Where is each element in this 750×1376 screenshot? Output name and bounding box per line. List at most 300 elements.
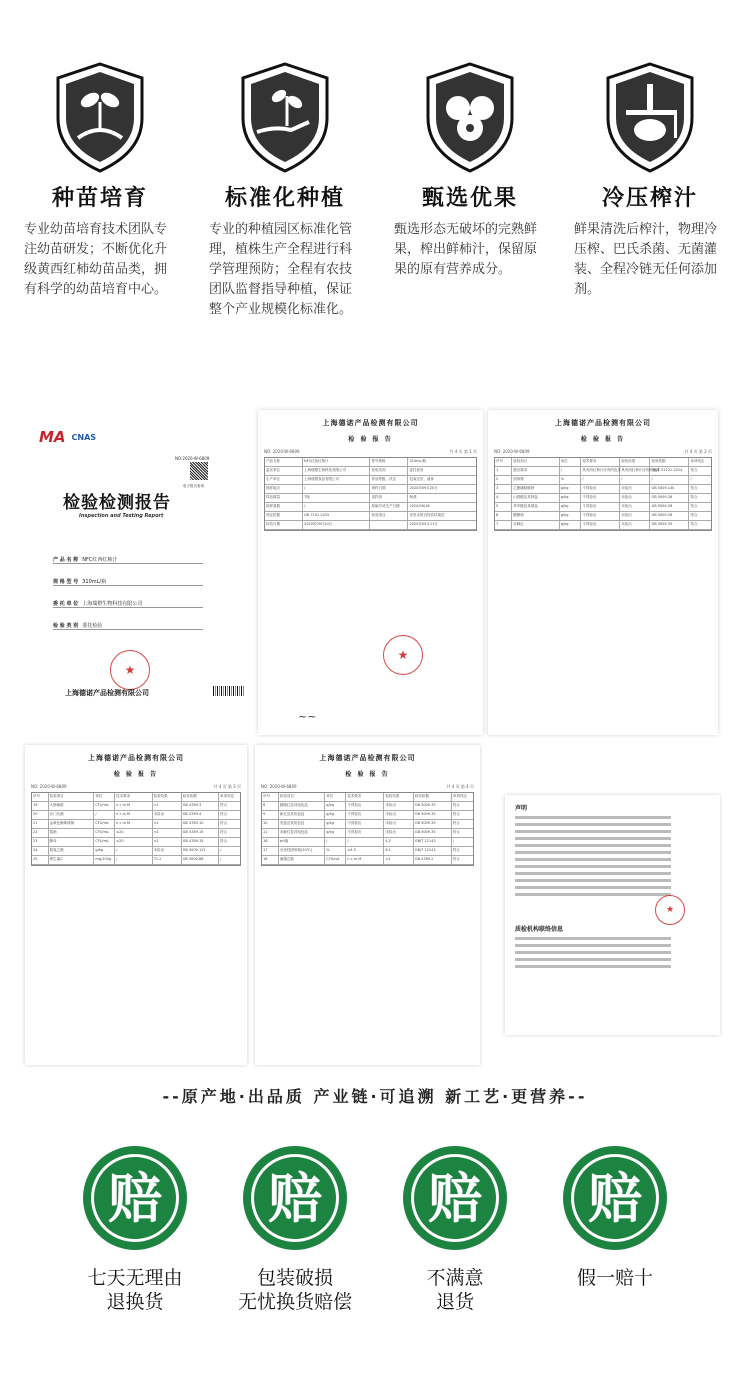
table-cell: g/kg (325, 811, 346, 819)
table-cell: CFU/mL (94, 802, 115, 810)
table-cell: 检验结果 (384, 793, 414, 801)
table-cell: 抽样地点 (265, 485, 303, 493)
table-cell: 生产单位 (265, 476, 303, 484)
table-cell: ≤20 (115, 838, 152, 846)
table-cell: 菌落总数 (279, 856, 325, 864)
table-cell: 检验依据 (650, 458, 689, 466)
report-page-1 (258, 410, 483, 735)
table-cell: GB 5009.35 (650, 521, 689, 529)
table-cell: 单位 (325, 793, 346, 801)
table-cell: 序号 (495, 458, 512, 466)
guarantee-seven-day-return (55, 1146, 215, 1314)
results-table (261, 792, 474, 866)
table-cell: 霉菌 (49, 829, 95, 837)
table-cell: g/kg (560, 494, 582, 502)
table-row (265, 458, 476, 467)
table-cell: GB 4789.2 (414, 856, 452, 864)
table-cell (370, 521, 408, 529)
table-cell: GB/T 31121-2014 (650, 467, 689, 475)
table-cell: 20 (32, 811, 49, 819)
table-cell: / (581, 476, 620, 484)
table-cell: 不得检出 (581, 521, 620, 529)
table-cell: 16 (262, 838, 279, 846)
official-stamp: ★ (655, 895, 685, 925)
table-cell: 抽样基数 (265, 503, 303, 511)
table-row (32, 802, 240, 811)
table-cell: / (452, 839, 455, 843)
feature-fruit (380, 60, 560, 280)
table-cell: 未检出 (620, 485, 650, 493)
table-cell: 未检出 (620, 521, 650, 529)
table-row (262, 811, 473, 820)
table-cell: 2020年09月11日 (409, 522, 438, 526)
cover-field: 委 托 单 位 上海瑞橙生物科技有限公司 (53, 600, 203, 608)
table-cell: n c m M (115, 811, 152, 819)
report-statement (505, 795, 720, 1035)
table-cell: 19 (32, 802, 49, 810)
table-cell: 不得检出 (581, 503, 620, 511)
table-row (262, 856, 473, 865)
table-row (32, 793, 240, 802)
table-row (32, 820, 240, 829)
table-cell: g/kg (94, 847, 115, 855)
table-cell: 不得检出 (581, 494, 620, 502)
table-cell: 符合 (220, 839, 228, 843)
table-cell: 2020年09月20日 (303, 521, 371, 529)
features-section (0, 60, 750, 320)
sheet-title: 检 验 报 告 (580, 436, 626, 443)
table-cell: pH值 (279, 838, 325, 846)
table-cell: 新红及其铝色淀 (279, 811, 325, 819)
table-cell: / (303, 485, 371, 493)
table-cell: 不得检出 (581, 512, 620, 520)
table-row (495, 476, 711, 485)
table-cell: g/kg (560, 485, 582, 493)
table-cell: 到样日期 (370, 485, 408, 493)
table-cell: 2020/09/16 (409, 504, 430, 508)
cover-field: 规 格 型 号 310mL/瓶 (53, 578, 203, 586)
table-row (265, 485, 476, 494)
table-cell: / (115, 847, 152, 855)
table-cell: / (303, 503, 371, 511)
sheet-company: 上海德诺产品检测有限公司 (555, 419, 651, 427)
guarantee-unsatisfied (375, 1146, 535, 1314)
table-cell: 22 (32, 829, 49, 837)
table-row (262, 802, 473, 811)
table-cell: GB 5009.35 (414, 811, 452, 819)
table-cell: 胭脂红及其铝色淀 (279, 802, 325, 810)
table-cell: 序号 (262, 793, 279, 801)
sheet-company: 上海德诺产品检测有限公司 (319, 754, 416, 762)
sheet-number: NO: 2020-W-6809 共 4 页 第 4 页 (261, 784, 474, 789)
table-cell: 符合 (452, 812, 460, 816)
table-row (495, 521, 711, 530)
feature-desc: 甄选形态无破坏的完熟鲜果，榨出鲜柿汁，保留原果的原有营养成分。 (394, 222, 538, 277)
table-cell: 符合 (452, 821, 460, 825)
table-cell: n c m M (115, 820, 152, 828)
table-cell: / (94, 811, 115, 819)
sheet-company: 上海德诺产品检测有限公司 (322, 419, 419, 427)
cover-subtitle: Inspection and Testing Report (79, 513, 164, 519)
table-row (265, 503, 476, 512)
feature-planting (195, 60, 375, 320)
table-cell: 符合 (220, 830, 228, 834)
table-cell: 单位 (94, 793, 115, 801)
sheet-number: NO: 2020-W-6809 共 4 页 第 1 页 (264, 449, 477, 454)
feature-title: 种苗培育 (51, 186, 148, 211)
table-cell: 不得检出 (346, 802, 384, 810)
cover-org: 上海德诺产品检测有限公司 (65, 689, 149, 697)
table-cell: GB/T 12143 (414, 838, 452, 846)
table-cell: 技术要求 (581, 458, 620, 466)
table-cell: 符合 (690, 513, 698, 517)
table-cell: / (560, 467, 582, 475)
report-page-2 (488, 410, 718, 735)
table-cell: 维生素C (49, 856, 95, 864)
table-cell: 乙酰磺胺酸钾 (512, 485, 560, 493)
table-cell: n c m M (346, 856, 384, 864)
table-cell: 型号规格 (370, 458, 408, 466)
table-cell: 符合 (690, 522, 698, 526)
table-cell: 检验结果 (153, 793, 182, 801)
table-cell: 未检出 (620, 512, 650, 520)
table-cell: 未检出 (620, 503, 650, 511)
table-cell: 详见本报告检验结果页 (409, 513, 445, 517)
table-cell: GB 5009.35 (414, 829, 452, 837)
table-cell: 具有西红柿汁应有的色泽 (620, 467, 650, 475)
table-row (495, 494, 711, 503)
table-cell: 具有西红柿汁应有的色泽 (581, 467, 620, 475)
signature: ~~ (298, 710, 317, 723)
table-cell: 未检出 (620, 494, 650, 502)
table-row (32, 811, 240, 820)
cover-field: 产 品 名 称 NFC红西红柿汁 (53, 556, 203, 564)
table-cell: 符合 (452, 848, 460, 852)
table-cell: 符合 (220, 803, 228, 807)
guarantee-label: 七天无理由 退换货 (87, 1267, 183, 1313)
table-cell: <1 (153, 820, 182, 828)
report-page-3 (25, 745, 247, 1065)
results-table (494, 457, 712, 531)
table-row (262, 829, 473, 838)
table-cell: / (346, 838, 384, 846)
table-cell: 4 (495, 494, 512, 502)
table-cell: 24 (32, 847, 49, 855)
table-cell: CFU/mL (94, 829, 115, 837)
guarantee-label: 假一赔十 (576, 1267, 653, 1289)
seedling-hand-icon (50, 60, 150, 175)
table-cell: 判定依据 (265, 512, 303, 520)
table-cell: 未检出 (384, 820, 414, 828)
table-cell: <1 (153, 838, 182, 846)
table-cell: 11 (262, 829, 279, 837)
table-cell: GB 5009.140 (650, 485, 689, 493)
compensation-badge-icon: 赔 (83, 1146, 187, 1250)
table-cell: 符合 (690, 486, 698, 490)
table-cell: 符合 (690, 495, 698, 499)
table-row (495, 467, 711, 476)
table-cell: 检验项目 (370, 512, 408, 520)
sheet-title: 检 验 报 告 (348, 436, 393, 443)
sheet-title: 检 验 报 告 (345, 771, 390, 778)
table-cell: 大肠菌群 (49, 802, 95, 810)
feature-desc: 鲜果清洗后榨汁，物理冷压榨、巴氏杀菌、无菌灌装、全程冷链无任何添加剂。 (574, 222, 718, 297)
table-row (495, 503, 711, 512)
feature-desc: 专业的种植园区标准化管理，植株生产全程进行科学管理预防；全程有农技团队监督指导种植，保证整个产业规模化标准化。 (209, 222, 353, 317)
table-cell: 固形物 (512, 476, 560, 484)
table-cell: ≤20 (115, 829, 152, 837)
table-cell: mg/100g (94, 856, 115, 864)
table-cell: 山梨酸及其钾盐 (512, 494, 560, 502)
table-cell: 未检出 (384, 811, 414, 819)
table-cell: 符合 (220, 812, 228, 816)
compensation-badge-icon: 赔 (403, 1146, 507, 1250)
table-cell: 糖精钠 (512, 512, 560, 520)
official-stamp: ★ (383, 635, 423, 675)
sheet-title: 检 验 报 告 (113, 771, 159, 778)
guarantee-damage (215, 1146, 375, 1314)
table-row (265, 476, 476, 485)
table-cell: 委托检验 (409, 468, 424, 472)
table-cell: g/kg (560, 503, 582, 511)
table-cell: ≥4.5 (346, 847, 384, 855)
table-cell: 不得检出 (346, 829, 384, 837)
compensation-badge-icon: 赔 (563, 1146, 667, 1250)
table-row (265, 494, 476, 503)
table-cell: g/kg (325, 820, 346, 828)
table-cell: 杨燕 (409, 495, 417, 499)
table-row (495, 485, 711, 494)
table-cell: 原编号或生产日期 (370, 503, 408, 511)
table-cell: 苯甲酸及其钠盐 (512, 503, 560, 511)
cert-logos (39, 428, 250, 446)
table-cell: % (560, 476, 582, 484)
table-cell: 检验结果 (620, 458, 650, 466)
table-cell: 符合 (220, 821, 228, 825)
table-cell: 上海瑞橙食品有限公司 (303, 476, 371, 484)
table-cell: 感官要求 (512, 467, 560, 475)
table-row (262, 847, 473, 856)
table-cell: 委托单位 (265, 467, 303, 475)
table-row (265, 521, 476, 530)
feature-title: 标准化种植 (224, 186, 345, 211)
table-row (32, 847, 240, 856)
feature-title: 冷压榨汁 (601, 186, 698, 211)
qr-code (190, 462, 208, 480)
table-cell: 检验日期 (265, 521, 303, 529)
table-row (495, 458, 711, 467)
fruits-icon (420, 60, 520, 175)
table-cell: 序号 (32, 793, 49, 801)
hand-sprout-icon (235, 60, 335, 175)
table-cell: 包装完好，液体 (409, 477, 434, 481)
table-cell: 未检出 (153, 811, 182, 819)
official-stamp: ★ (110, 650, 150, 690)
table-cell: g/kg (560, 512, 582, 520)
cover-field: 检 验 类 别 委托检验 (53, 622, 203, 630)
table-cell: GB 4789.15 (182, 829, 219, 837)
table-cell: 检验项目 (49, 793, 95, 801)
table-cell: 符合 (452, 803, 460, 807)
table-cell: GB 5009.28 (650, 512, 689, 520)
table-row (32, 838, 240, 847)
table-cell: g/kg (560, 521, 582, 529)
table-cell: 符合 (452, 830, 460, 834)
feature-press (560, 60, 740, 300)
table-cell: 5 (495, 503, 512, 511)
table-cell: 符合 (690, 504, 698, 508)
table-cell: 亮蓝及其铝色淀 (279, 820, 325, 828)
table-row (265, 512, 476, 521)
table-row (495, 512, 711, 521)
table-cell: / (220, 857, 222, 861)
table-cell: 71.2 (153, 856, 182, 864)
table-cell: NFC红西红柿汁 (303, 458, 371, 466)
table-cell: <1 (384, 856, 414, 864)
cnas-logo: CNAS (71, 432, 97, 442)
table-cell: 7 (495, 521, 512, 529)
table-cell: 上海瑞橙生物科技有限公司 (303, 467, 371, 475)
feature-seedling (10, 60, 190, 300)
table-cell: 赤藓红及其铝色淀 (279, 829, 325, 837)
guarantee-label: 包装破损 无忧换货赔偿 (237, 1267, 352, 1313)
table-cell: CFU/mL (94, 838, 115, 846)
info-table (264, 457, 477, 531)
table-cell: g/kg (325, 802, 346, 810)
table-cell: 检验项目 (512, 458, 560, 466)
report-page-4 (255, 745, 480, 1065)
table-cell: 符合 (452, 857, 460, 861)
table-cell: GB 5009.35 (414, 820, 452, 828)
table-cell: 25 (32, 856, 49, 864)
sheet-number: NO: 2020-W-6809 共 4 页 第 3 页 (31, 784, 241, 789)
barcode (213, 686, 245, 696)
table-cell: 符合 (690, 468, 698, 472)
table-cell: 沙门氏菌 (49, 811, 95, 819)
report-number: NO:2020-W-6809 (175, 456, 210, 461)
table-cell: n c m M (115, 802, 152, 810)
cold-press-icon (600, 60, 700, 175)
table-row (262, 820, 473, 829)
table-cell: 未检出 (384, 829, 414, 837)
table-cell: GB 5009.28 (650, 494, 689, 502)
table-cell: 2 (495, 476, 512, 484)
table-cell: 10 (262, 820, 279, 828)
table-cell: 可溶性固形物(20℃) (279, 847, 325, 855)
table-cell: 18 (262, 856, 279, 864)
feature-desc: 专业幼苗培育技术团队专注幼苗研发；不断优化升级黄西红柿幼苗品类，拥有科学的幼苗培育中心。 (24, 222, 168, 297)
slogan: --原产地·出品质 产业链·可追溯 新工艺·更营养-- (162, 1087, 588, 1106)
results-table (31, 792, 241, 866)
contact-title: 质检机构联络信息 (515, 926, 564, 933)
table-cell: GB 4789.3 (182, 802, 219, 810)
table-cell: 不得检出 (581, 485, 620, 493)
table-cell: g/kg (325, 829, 346, 837)
table-cell: 脱氢乙酸 (49, 847, 95, 855)
table-cell: / (115, 856, 152, 864)
table-cell: 6 (495, 512, 512, 520)
table-cell: 单位 (560, 458, 582, 466)
guarantee-label: 不满意 退货 (426, 1267, 484, 1313)
qr-caption: 电子报告查询 (183, 484, 204, 488)
table-cell: 金黄色葡萄球菌 (49, 820, 95, 828)
table-cell: 17 (262, 847, 279, 855)
table-cell: 2020年09月20日 (409, 486, 438, 490)
table-cell: 未检出 (384, 802, 414, 810)
table-cell: / (650, 476, 689, 484)
table-cell: 样品等级、状态 (370, 476, 408, 484)
table-cell: GB 4789.10 (182, 820, 219, 828)
table-cell: / (220, 848, 222, 852)
table-cell: 技术要求 (346, 793, 384, 801)
table-cell: 技术要求 (115, 793, 152, 801)
table-row (32, 829, 240, 838)
table-cell: CFU/mL (94, 820, 115, 828)
table-cell: GB 4789.4 (182, 811, 219, 819)
cover-title: 检验检测报告 (63, 493, 171, 513)
table-cell: GB/T 12143 (414, 847, 452, 855)
table-cell: / (690, 477, 692, 481)
table-cell: 8 (262, 802, 279, 810)
table-cell: 不得检出 (346, 811, 384, 819)
guarantee-fake (535, 1146, 695, 1290)
table-cell: 不得检出 (346, 820, 384, 828)
statement-title: 声明 (515, 805, 528, 812)
table-row (262, 838, 473, 847)
table-cell: GB 5009.121 (182, 847, 219, 855)
table-cell: 产品名称 (265, 458, 303, 466)
table-cell: 样品数量 (265, 494, 303, 502)
table-cell: 检验依据 (414, 793, 452, 801)
table-cell: 酵母 (49, 838, 95, 846)
table-row (32, 856, 240, 865)
table-cell: <1 (153, 802, 182, 810)
table-cell: 7瓶 (303, 494, 371, 502)
report-cover (35, 418, 250, 738)
table-cell: 未检出 (153, 847, 182, 855)
table-cell: 21 (32, 820, 49, 828)
table-cell: / (325, 838, 346, 846)
table-cell: / (620, 476, 650, 484)
table-cell: 23 (32, 838, 49, 846)
table-cell: CFU/mL (325, 856, 346, 864)
table-cell: 单项判定 (690, 459, 705, 463)
feature-title: 甄选优果 (421, 186, 518, 211)
table-cell: GB 5009.28 (650, 503, 689, 511)
table-row (265, 467, 476, 476)
table-cell: 3 (495, 485, 512, 493)
table-cell: 赤藓红 (512, 521, 560, 529)
sheet-number: NO: 2020-W-6809 共 4 页 第 2 页 (494, 449, 712, 454)
table-cell: 单项判定 (452, 794, 467, 798)
table-cell: GB 7101-2015 (303, 512, 371, 520)
table-cell: 1 (495, 467, 512, 475)
table-cell: 6.1 (384, 847, 414, 855)
compensation-badge-icon: 赔 (243, 1146, 347, 1250)
table-cell: 检验类别 (370, 467, 408, 475)
table-cell: 9 (262, 811, 279, 819)
table-cell: 检验依据 (182, 793, 219, 801)
table-cell: 检验项目 (279, 793, 325, 801)
table-cell: 单项判定 (220, 794, 235, 798)
table-cell: GB 4789.15 (182, 838, 219, 846)
table-cell: % (325, 847, 346, 855)
table-cell: GB 5009.35 (414, 802, 452, 810)
table-cell: 310mL/瓶 (409, 459, 427, 463)
table-cell: GB 5009.86 (182, 856, 219, 864)
table-cell: 送样者 (370, 494, 408, 502)
table-row (262, 793, 473, 802)
